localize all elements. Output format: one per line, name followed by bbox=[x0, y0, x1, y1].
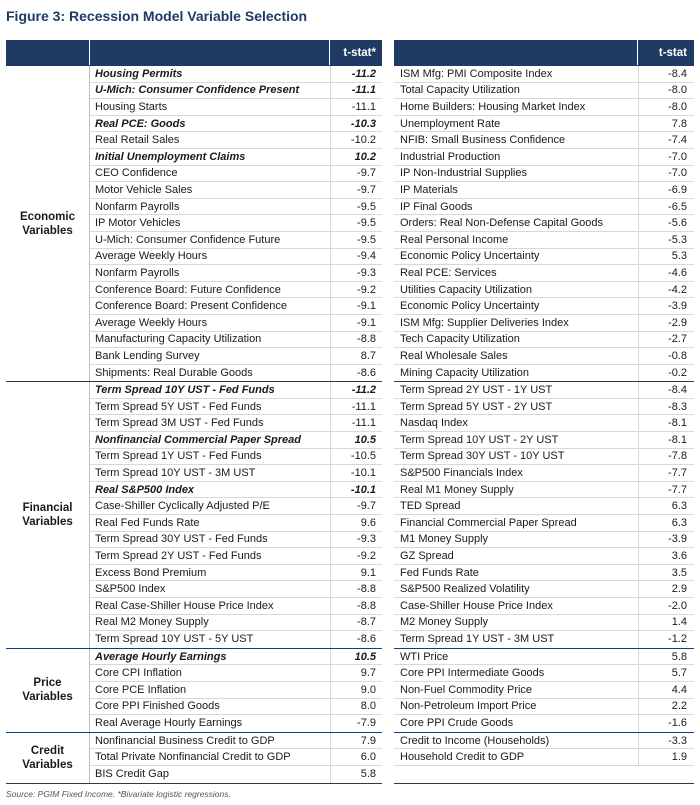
t-stat-value: 6.0 bbox=[330, 749, 382, 765]
table-row bbox=[394, 665, 694, 682]
table-row bbox=[394, 733, 694, 750]
table-row bbox=[90, 232, 382, 249]
table-row bbox=[90, 449, 382, 466]
table-row bbox=[90, 532, 382, 549]
group-economic-continued bbox=[394, 65, 694, 382]
t-stat-value: -3.3 bbox=[638, 733, 694, 749]
t-stat-value: -8.0 bbox=[638, 99, 694, 115]
variable-name: Unemployment Rate bbox=[400, 117, 501, 130]
t-stat-value: 9.0 bbox=[330, 682, 382, 698]
t-stat-value: -7.0 bbox=[638, 166, 694, 182]
t-stat-value: -8.8 bbox=[330, 598, 382, 614]
variable-name: Real Case-Shiller House Price Index bbox=[95, 599, 274, 612]
table-row bbox=[90, 315, 382, 332]
table-row bbox=[90, 249, 382, 266]
t-stat-value: 3.5 bbox=[638, 565, 694, 581]
variable-name: Total Capacity Utilization bbox=[400, 84, 520, 97]
variable-name: NFIB: Small Business Confidence bbox=[400, 134, 566, 147]
figure-title: Figure 3: Recession Model Variable Selection bbox=[6, 8, 308, 24]
variable-name: Economic Policy Uncertainty bbox=[400, 300, 540, 313]
table-row bbox=[90, 615, 382, 632]
t-stat-value: 8.0 bbox=[330, 699, 382, 715]
table-row bbox=[90, 149, 382, 166]
variable-name: Nonfarm Payrolls bbox=[95, 266, 180, 279]
variable-name: Financial Commercial Paper Spread bbox=[400, 516, 577, 529]
table-row bbox=[90, 83, 382, 100]
table-row bbox=[394, 498, 694, 515]
t-stat-value: -7.8 bbox=[638, 449, 694, 465]
variable-name: IP Final Goods bbox=[400, 200, 473, 213]
t-stat-value: -3.9 bbox=[638, 532, 694, 548]
t-stat-value: -8.4 bbox=[638, 382, 694, 398]
t-stat-value: -5.6 bbox=[638, 215, 694, 231]
table-row bbox=[90, 699, 382, 716]
variable-name: Real Wholesale Sales bbox=[400, 349, 508, 362]
variable-name: Term Spread 1Y UST - 3M UST bbox=[400, 633, 555, 646]
table-row bbox=[90, 99, 382, 116]
variable-name: U-Mich: Consumer Confidence Future bbox=[95, 233, 281, 246]
t-stat-value: -6.9 bbox=[638, 182, 694, 198]
t-stat-value: -7.9 bbox=[330, 715, 382, 732]
table-row bbox=[394, 348, 694, 365]
category-label: Financial Variables bbox=[6, 382, 90, 648]
t-stat-value: 3.6 bbox=[638, 548, 694, 564]
variable-name: Orders: Real Non-Defense Capital Goods bbox=[400, 217, 603, 230]
t-stat-value: -8.8 bbox=[330, 332, 382, 348]
t-stat-value: -1.2 bbox=[638, 631, 694, 648]
table-row bbox=[90, 265, 382, 282]
table-row bbox=[394, 215, 694, 232]
t-stat-value: -6.5 bbox=[638, 199, 694, 215]
variable-name: Average Weekly Hours bbox=[95, 316, 208, 329]
variable-name: Term Spread 10Y UST - 2Y UST bbox=[400, 433, 559, 446]
table-row bbox=[90, 515, 382, 532]
table-row bbox=[90, 733, 382, 750]
table-row bbox=[90, 682, 382, 699]
variable-name: Manufacturing Capacity Utilization bbox=[95, 333, 262, 346]
t-stat-value: 10.2 bbox=[330, 149, 382, 165]
table-row bbox=[90, 215, 382, 232]
table-row bbox=[90, 498, 382, 515]
table-row bbox=[394, 699, 694, 716]
t-stat-value: 6.3 bbox=[638, 515, 694, 531]
variable-name: Economic Policy Uncertainty bbox=[400, 250, 540, 263]
variable-name: Core PPI Crude Goods bbox=[400, 717, 514, 730]
variable-name: Real S&P500 Index bbox=[95, 483, 195, 496]
group-credit bbox=[6, 733, 382, 784]
variable-name: Term Spread 30Y UST - Fed Funds bbox=[95, 533, 268, 546]
table-row bbox=[394, 615, 694, 632]
table-row bbox=[90, 415, 382, 432]
right-table bbox=[394, 40, 694, 784]
left-table-header bbox=[6, 40, 382, 65]
t-stat-value: 1.9 bbox=[638, 749, 694, 765]
group-economic bbox=[6, 65, 382, 382]
variable-name: TED Spread bbox=[400, 500, 461, 513]
variable-name: IP Non-Industrial Supplies bbox=[400, 167, 527, 180]
t-stat-value: -8.1 bbox=[638, 432, 694, 448]
t-stat-value: 1.4 bbox=[638, 615, 694, 631]
category-label: Economic Variables bbox=[6, 66, 90, 381]
source-note: Source: PGIM Fixed Income. *Bivariate logistic regressions. bbox=[6, 789, 231, 799]
t-stat-value: 7.9 bbox=[330, 733, 382, 749]
variable-name: Fed Funds Rate bbox=[400, 566, 479, 579]
left-table bbox=[6, 40, 382, 784]
t-stat-value: 9.7 bbox=[330, 665, 382, 681]
table-row bbox=[394, 116, 694, 133]
variable-name: Non-Fuel Commodity Price bbox=[400, 683, 533, 696]
variable-name: Bank Lending Survey bbox=[95, 349, 200, 362]
t-stat-value: -10.1 bbox=[330, 465, 382, 481]
variable-name: Home Builders: Housing Market Index bbox=[400, 100, 586, 113]
table-row bbox=[90, 665, 382, 682]
t-stat-value: -9.3 bbox=[330, 265, 382, 281]
variable-name: Real Fed Funds Rate bbox=[95, 516, 200, 529]
t-stat-value: 10.5 bbox=[330, 649, 382, 665]
table-row bbox=[90, 749, 382, 766]
table-row bbox=[394, 265, 694, 282]
tstat-header-left: t-stat* bbox=[343, 46, 376, 59]
t-stat-value: 5.3 bbox=[638, 249, 694, 265]
variable-name: U-Mich: Consumer Confidence Present bbox=[95, 84, 300, 97]
variable-name: Core PCE Inflation bbox=[95, 683, 187, 696]
t-stat-value: -9.3 bbox=[330, 532, 382, 548]
t-stat-value: -2.9 bbox=[638, 315, 694, 331]
variable-name: IP Motor Vehicles bbox=[95, 217, 181, 230]
variable-name: Nonfinancial Business Credit to GDP bbox=[95, 734, 275, 747]
t-stat-value: -10.5 bbox=[330, 449, 382, 465]
variable-name: Case-Shiller House Price Index bbox=[400, 599, 553, 612]
table-row bbox=[394, 282, 694, 299]
table-row bbox=[90, 282, 382, 299]
table-row bbox=[90, 116, 382, 133]
table-row bbox=[394, 749, 694, 766]
table-row bbox=[394, 465, 694, 482]
variable-name: CEO Confidence bbox=[95, 167, 178, 180]
table-row bbox=[394, 166, 694, 183]
table-row bbox=[394, 581, 694, 598]
variable-name: ISM Mfg: PMI Composite Index bbox=[400, 67, 553, 80]
t-stat-value: 7.8 bbox=[638, 116, 694, 132]
empty-row bbox=[394, 766, 694, 783]
t-stat-value: -2.0 bbox=[638, 598, 694, 614]
table-row bbox=[90, 132, 382, 149]
table-row bbox=[90, 565, 382, 582]
t-stat-value: -9.5 bbox=[330, 215, 382, 231]
table-row bbox=[394, 298, 694, 315]
table-row bbox=[394, 199, 694, 216]
variable-name: Core CPI Inflation bbox=[95, 667, 182, 680]
t-stat-value: -8.6 bbox=[330, 365, 382, 382]
t-stat-value: -8.1 bbox=[638, 415, 694, 431]
t-stat-value: -7.4 bbox=[638, 132, 694, 148]
t-stat-value: -11.1 bbox=[330, 399, 382, 415]
table-row bbox=[394, 99, 694, 116]
t-stat-value: -1.6 bbox=[638, 715, 694, 732]
variable-name: IP Materials bbox=[400, 183, 458, 196]
t-stat-value: -9.5 bbox=[330, 232, 382, 248]
t-stat-value: 5.7 bbox=[638, 665, 694, 681]
variable-name: Housing Starts bbox=[95, 100, 168, 113]
t-stat-value: -11.1 bbox=[330, 83, 382, 99]
table-row bbox=[90, 465, 382, 482]
table-row bbox=[394, 715, 694, 732]
table-row bbox=[394, 565, 694, 582]
table-row bbox=[394, 682, 694, 699]
table-row bbox=[90, 199, 382, 216]
t-stat-value: -2.7 bbox=[638, 332, 694, 348]
variable-name: Real Personal Income bbox=[400, 233, 509, 246]
table-row bbox=[394, 332, 694, 349]
table-row bbox=[394, 482, 694, 499]
table-row bbox=[90, 631, 382, 648]
variable-name: Core PPI Intermediate Goods bbox=[400, 667, 545, 680]
table-row bbox=[90, 182, 382, 199]
variable-name: Real PCE: Goods bbox=[95, 117, 186, 130]
t-stat-value: -10.2 bbox=[330, 132, 382, 148]
table-row bbox=[90, 348, 382, 365]
t-stat-value: 4.4 bbox=[638, 682, 694, 698]
t-stat-value: -9.7 bbox=[330, 498, 382, 514]
table-row bbox=[394, 631, 694, 648]
variable-name: Core PPI Finished Goods bbox=[95, 700, 220, 713]
table-row bbox=[90, 399, 382, 416]
category-label: Price Variables bbox=[6, 649, 90, 732]
variable-name: ISM Mfg: Supplier Deliveries Index bbox=[400, 316, 569, 329]
right-table-header bbox=[394, 40, 694, 65]
variable-name: Total Private Nonfinancial Credit to GDP bbox=[95, 751, 291, 764]
variable-name: Case-Shiller Cyclically Adjusted P/E bbox=[95, 500, 270, 513]
t-stat-value: -8.3 bbox=[638, 399, 694, 415]
t-stat-value: 10.5 bbox=[330, 432, 382, 448]
table-row bbox=[394, 232, 694, 249]
variable-name: Utilities Capacity Utilization bbox=[400, 283, 533, 296]
table-row bbox=[90, 66, 382, 83]
variable-name: Real Average Hourly Earnings bbox=[95, 717, 243, 730]
table-row bbox=[90, 298, 382, 315]
t-stat-value: 9.6 bbox=[330, 515, 382, 531]
t-stat-value: -11.1 bbox=[330, 99, 382, 115]
variable-name: Average Hourly Earnings bbox=[95, 650, 227, 663]
variable-name: Excess Bond Premium bbox=[95, 566, 207, 579]
t-stat-value: -3.9 bbox=[638, 298, 694, 314]
t-stat-value: 8.7 bbox=[330, 348, 382, 364]
t-stat-value: -9.2 bbox=[330, 548, 382, 564]
t-stat-value: -10.1 bbox=[330, 482, 382, 498]
t-stat-value: -9.1 bbox=[330, 298, 382, 314]
variable-name: Household Credit to GDP bbox=[400, 751, 525, 764]
variable-name: S&P500 Index bbox=[95, 583, 166, 596]
t-stat-value: 5.8 bbox=[638, 649, 694, 665]
table-row bbox=[90, 365, 382, 382]
table-row bbox=[394, 149, 694, 166]
table-row bbox=[394, 432, 694, 449]
table-row bbox=[394, 132, 694, 149]
variable-name: Term Spread 10Y UST - 5Y UST bbox=[95, 633, 254, 646]
table-row bbox=[394, 598, 694, 615]
variable-name: GZ Spread bbox=[400, 550, 454, 563]
table-row bbox=[90, 166, 382, 183]
t-stat-value: -8.8 bbox=[330, 581, 382, 597]
table-row bbox=[90, 432, 382, 449]
variable-name: Real M1 Money Supply bbox=[400, 483, 514, 496]
table-row bbox=[394, 382, 694, 399]
variable-name: Initial Unemployment Claims bbox=[95, 150, 246, 163]
table-row bbox=[90, 482, 382, 499]
t-stat-value: -11.1 bbox=[330, 415, 382, 431]
variable-name: Term Spread 10Y UST - Fed Funds bbox=[95, 384, 275, 397]
table-row bbox=[90, 382, 382, 399]
group-financial bbox=[6, 382, 382, 649]
table-row bbox=[90, 581, 382, 598]
t-stat-value: -9.5 bbox=[330, 199, 382, 215]
table-row bbox=[90, 598, 382, 615]
t-stat-value: 2.2 bbox=[638, 699, 694, 715]
variable-name: M1 Money Supply bbox=[400, 533, 489, 546]
t-stat-value: -9.1 bbox=[330, 315, 382, 331]
variable-name: Term Spread 5Y UST - Fed Funds bbox=[95, 400, 262, 413]
variable-name: BIS Credit Gap bbox=[95, 768, 169, 781]
tstat-header-right: t-stat bbox=[658, 46, 687, 59]
variable-name: Average Weekly Hours bbox=[95, 250, 208, 263]
table-row bbox=[394, 649, 694, 666]
variable-name: Real Retail Sales bbox=[95, 134, 180, 147]
group-credit-continued bbox=[394, 733, 694, 784]
variable-name: Tech Capacity Utilization bbox=[400, 333, 520, 346]
t-stat-value: -8.7 bbox=[330, 615, 382, 631]
variable-name: S&P500 Financials Index bbox=[400, 467, 523, 480]
t-stat-value: 6.3 bbox=[638, 498, 694, 514]
table-row bbox=[394, 315, 694, 332]
variable-name: M2 Money Supply bbox=[400, 616, 489, 629]
t-stat-value: -7.7 bbox=[638, 482, 694, 498]
table-row bbox=[90, 548, 382, 565]
variable-name: Term Spread 3M UST - Fed Funds bbox=[95, 417, 264, 430]
variable-name: WTI Price bbox=[400, 650, 449, 663]
t-stat-value: -0.8 bbox=[638, 348, 694, 364]
variable-name: Real M2 Money Supply bbox=[95, 616, 209, 629]
table-row bbox=[394, 532, 694, 549]
variable-name: Term Spread 10Y UST - 3M UST bbox=[95, 467, 256, 480]
t-stat-value: -7.0 bbox=[638, 149, 694, 165]
group-price-continued bbox=[394, 649, 694, 733]
t-stat-value: -9.2 bbox=[330, 282, 382, 298]
variable-name: Shipments: Real Durable Goods bbox=[95, 366, 253, 379]
variable-name: Mining Capacity Utilization bbox=[400, 366, 529, 379]
t-stat-value: -4.6 bbox=[638, 265, 694, 281]
t-stat-value: -8.0 bbox=[638, 83, 694, 99]
t-stat-value: -10.3 bbox=[330, 116, 382, 132]
t-stat-value: -11.2 bbox=[330, 382, 382, 398]
t-stat-value: -4.2 bbox=[638, 282, 694, 298]
variable-name: Housing Permits bbox=[95, 67, 183, 80]
variable-name: Conference Board: Present Confidence bbox=[95, 300, 288, 313]
table-row bbox=[394, 182, 694, 199]
table-row bbox=[90, 332, 382, 349]
table-row bbox=[90, 715, 382, 732]
t-stat-value: -9.7 bbox=[330, 182, 382, 198]
t-stat-value: -9.4 bbox=[330, 249, 382, 265]
table-row bbox=[394, 83, 694, 100]
t-stat-value: 2.9 bbox=[638, 581, 694, 597]
category-label: Credit Variables bbox=[6, 733, 90, 783]
variable-name: Real PCE: Services bbox=[400, 266, 497, 279]
table-row bbox=[394, 365, 694, 382]
t-stat-value: 5.8 bbox=[330, 766, 382, 783]
table-row bbox=[394, 399, 694, 416]
variable-name: Non-Petroleum Import Price bbox=[400, 700, 537, 713]
group-price bbox=[6, 649, 382, 733]
variable-name: S&P500 Realized Volatility bbox=[400, 583, 530, 596]
variable-name: Credit to Income (Households) bbox=[400, 734, 550, 747]
t-stat-value: -8.4 bbox=[638, 66, 694, 82]
variable-name: Nonfarm Payrolls bbox=[95, 200, 180, 213]
variable-name: Nasdaq Index bbox=[400, 417, 468, 430]
variable-name: Term Spread 1Y UST - Fed Funds bbox=[95, 450, 262, 463]
table-row bbox=[394, 249, 694, 266]
variable-name: Conference Board: Future Confidence bbox=[95, 283, 281, 296]
t-stat-value: 9.1 bbox=[330, 565, 382, 581]
t-stat-value: -9.7 bbox=[330, 166, 382, 182]
variable-name: Industrial Production bbox=[400, 150, 501, 163]
variable-name: Term Spread 2Y UST - Fed Funds bbox=[95, 550, 262, 563]
table-row bbox=[394, 449, 694, 466]
table-row bbox=[394, 548, 694, 565]
variable-name: Term Spread 30Y UST - 10Y UST bbox=[400, 450, 565, 463]
table-row bbox=[90, 649, 382, 666]
variable-name: Nonfinancial Commercial Paper Spread bbox=[95, 433, 302, 446]
group-financial-continued bbox=[394, 382, 694, 649]
t-stat-value: -8.6 bbox=[330, 631, 382, 648]
t-stat-value: -7.7 bbox=[638, 465, 694, 481]
variable-name: Term Spread 2Y UST - 1Y UST bbox=[400, 384, 553, 397]
variable-name: Term Spread 5Y UST - 2Y UST bbox=[400, 400, 553, 413]
t-stat-value: -5.3 bbox=[638, 232, 694, 248]
variable-name: Motor Vehicle Sales bbox=[95, 183, 193, 196]
t-stat-value: -0.2 bbox=[638, 365, 694, 382]
table-row bbox=[90, 766, 382, 783]
table-row bbox=[394, 66, 694, 83]
table-row bbox=[394, 415, 694, 432]
t-stat-value: -11.2 bbox=[330, 66, 382, 82]
table-row bbox=[394, 515, 694, 532]
